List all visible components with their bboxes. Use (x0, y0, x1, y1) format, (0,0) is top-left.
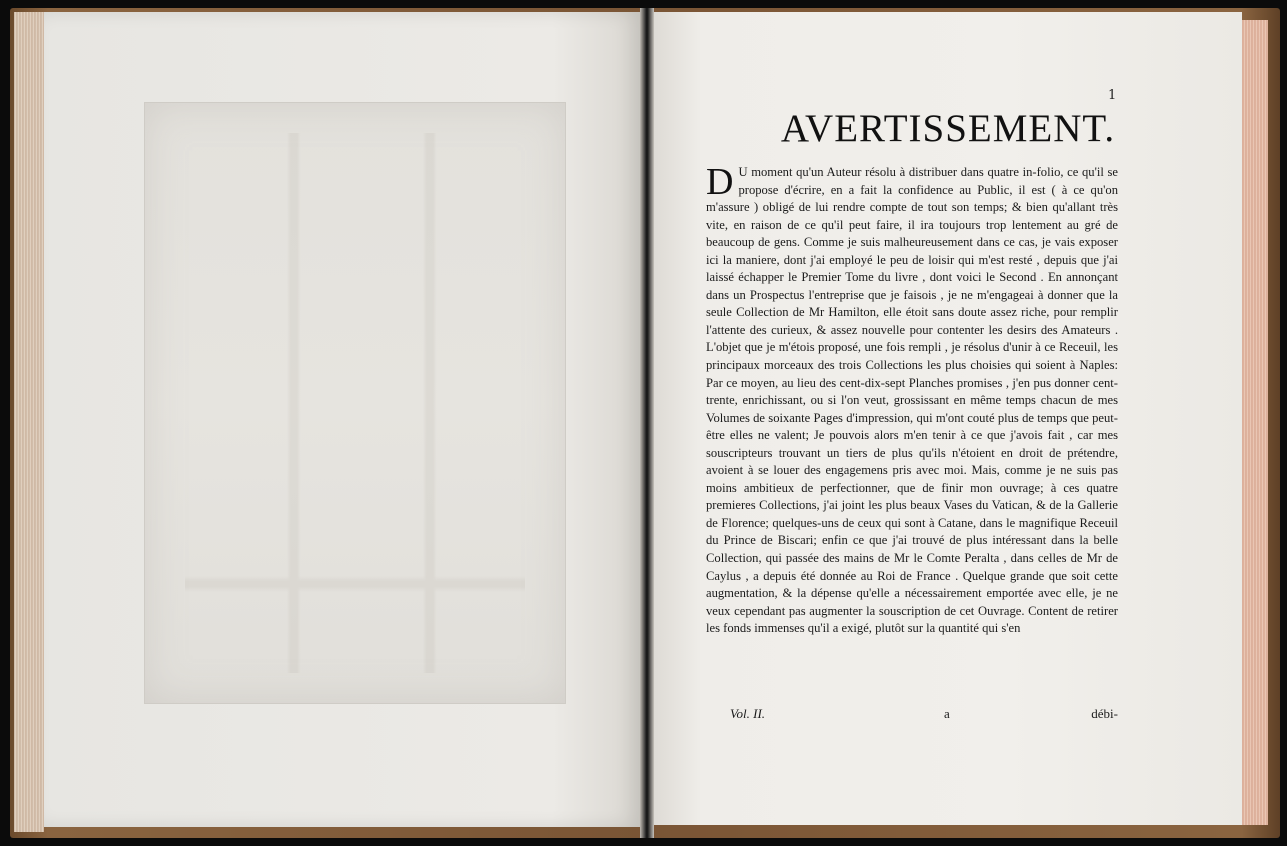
page-title: AVERTISSEMENT. (780, 107, 1116, 150)
volume-label: Vol. II. (730, 706, 766, 721)
body-paragraph (706, 161, 1118, 638)
page-number: 1 (1108, 88, 1117, 103)
plate-impression (144, 102, 566, 704)
show-through-image (185, 133, 525, 673)
left-page (44, 12, 642, 827)
drop-cap: D (706, 161, 734, 203)
signature-mark: a (944, 706, 950, 721)
catchword: débi- (1091, 706, 1118, 721)
book-gutter (640, 8, 654, 838)
page-footer (730, 706, 1118, 726)
page-edges-right (1240, 20, 1268, 825)
page-edges-left (14, 12, 44, 832)
body-text: U moment qu'un Auteur résolu à distribuer dans quatre in-folio, ce qu'il se propose d'écrire, en a fait la confidence au Public, il est ( à ce qu'on m'assure ) obligé de lui rendre compte de tout son temps; & bien qu'allant très vite, en raison de ce qu'il peut faire, il ira toujours trop lentement au gré de beaucoup de gens. Comme je suis malheureusement dans ce cas, je vais exposer ici la maniere, dont j'ai employé le peu de loisir qui m'est resté , depuis que j'ai laissé échapper le Premier Tome du livre , dont voici le Second . En annonçant dans un Prospectus l'entreprise que je faisois , je ne m'engageai à donner que la seule Collection de Mr Hamilton, elle étoit sans doute assez riche, pour remplir l'attente des curieux, & assez nouvelle pour contenter les desirs des Amateurs . L'objet que je m'étois proposé, une fois rempli , je résolus d'unir à ce Receuil, les principaux morceaux des trois Collections les plus choisies qui soient à Naples: Par ce moyen, au lieu des cent-dix-sept Planches promises , j'en pus donner cent-trente, enrichissant, ou si l'on veut, grossissant en même temps chacun de mes Volumes de soixante Pages d'impression, qui m'ont couté plus de temps que peut-être elles ne valent; Je pouvois alors m'en tenir à ce que j'avois fait , car mes souscripteurs trouvant un tiers de plus qu'ils n'étoient en droit de prétendre, avoient à se louer des engagemens pris avec moi. Mais, comme je ne suis pas moins ambitieux de perfectionner, que de finir mon ouvrage; à ces quatre premieres Collections, j'ai joint les plus beaux Vases du Vatican, & de la Gallerie de Florence; quelques-uns de ceux qui sont à Catane, dans le magnifique Receuil du Prince de Biscari; enfin ce que j'ai trouvé de plus intéressant dans la belle Collection, qui passée des mains de Mr le Comte Peralta , dans celles de Mr de Caylus , a depuis été donnée au Roi de France . Quelque grande que soit cette augmentation, & la dépense qu'elle a nécessairement emportée avec elle, je ne veux cependant pas augmenter la souscription de cet Ouvrage. Content de retirer les fonds immenses qu'il a exigé, plutôt sur la quantité qui s'en (706, 165, 1118, 636)
